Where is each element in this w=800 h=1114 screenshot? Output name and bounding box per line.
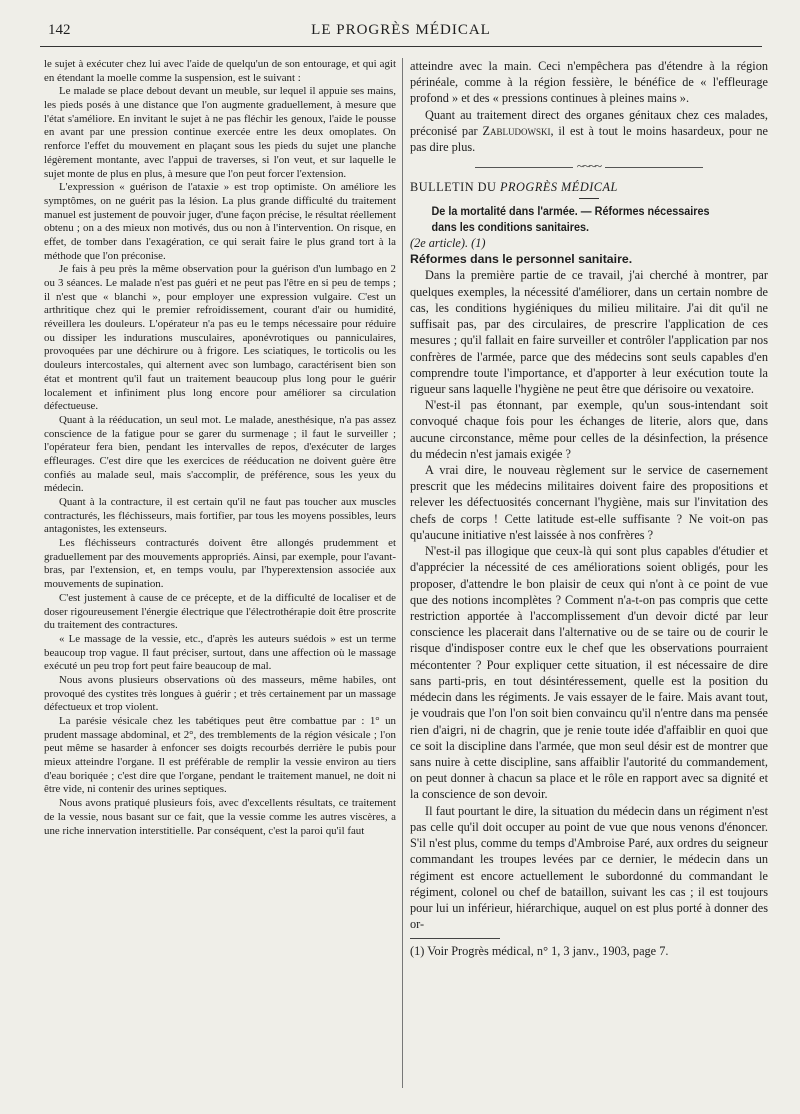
paragraph: La parésie vésicale chez les tabétiques peut être combattue par : 1° un prudent massage abdominal, et 2°, des tremblements de la région vésicale ; l'on peut même se hasarder à enfoncer ses doigts recourbés derrière le pubis pour mieux atteindre l'organe. Il est préférable de remplir la vessie environ au tiers d'eau boriquée ; c'est dire que l'organe, pendant le traitement manuel, ne doit ni être vide, ni contenir des urines septiques. [44,715,396,796]
heading-dash [579,198,599,199]
footnote-rule [410,938,500,939]
paragraph: N'est-il pas étonnant, par exemple, qu'un sous-intendant soit convoqué chaque fois pour les échanges de literie, alors que, dans aucune circonstance, même pour celles de la désinfection, la présence du médecin n'est jamais exigée ? [410,398,768,461]
page-number: 142 [48,22,71,38]
section-title: Réformes dans le personnel sanitaire. [410,252,633,267]
text-run: Quant au traitement direct des organes génitaux chez ces malades, préconisé par [410,107,768,138]
bulletin-heading [410,179,768,195]
paragraph: Quant à la rééducation, un seul mot. Le malade, anesthésique, n'a pas assez conscience de la fatigue pour se garer du surmenage ; il faut le surveiller ; l'opérateur fera bien, pendant les intervalles de repos, d'exécuter de larges effleurages. C'est dire que les exercices de rééducation ne doivent guère être confiés au malade seul, mais s'accomplir, de préférence, sous les yeux du médecin. [44,413,396,495]
paragraph: Nous avons pratiqué plusieurs fois, avec d'excellents résultats, ce traitement de la vessie, nous basant sur ce fait, que la vessie comme les autres viscères, a une riche innervation interstitielle. Par conséquent, c'est la paroi qu'il faut [44,797,396,837]
article-subtitle: (2e article). (1) [410,235,486,250]
paragraph: « Le massage de la vessie, etc., d'après les auteurs suédois » est un terme beaucoup trop vague. Il faut préciser, surtout, dans une affection où le massage exécuté un peu trop fort peut faire beaucoup de mal. [44,632,396,673]
paragraph [410,107,768,156]
right-column [410,58,768,1098]
paragraph: Je fais à peu près la même observation pour la guérison d'un lumbago en 2 ou 3 séances. Le malade n'est pas guéri et ne peut pas l'être en si peu de temps ; il n'est que « blanchi », pour employer une expression vulgaire. C'est un arthritique chez qui le premier refroidissement, courant d'air ou humidité, réveillera les douleurs. L'opérateur n'a pas eu le temps nécessaire pour réduire ou dissiper les indurations musculaires, aponévrotiques ou panniculaires, provoquées par une déchirure ou à frigore. Les sciatiques, le torticolis ou les douleurs intercostales, qui alternent avec son lumbago, caractérisent bien son état et montrent qu'il faut un traitement beaucoup plus long pour le guérir localement et infiniment plus long encore pour améliorer sa circulation défectueuse. [44,263,396,413]
article-title-line: dans les conditions sanitaires. [431,219,590,234]
bulletin-prefix: BULLETIN DU [410,180,497,195]
paragraph: Dans la première partie de ce travail, j'ai cherché à montrer, par quelques exemples, la nécessité d'améliorer, dans un certain nombre de cas, les conditions hygiéniques du milieu militaire. J'ai dit qu'il ne suffisait pas, par des circulaires, de prescrire l'application de ces mesures ; qu'il fallait en faire surveiller et contrôler l'application par nos confrères de l'armée, parce que des médecins sont seuls capables d'en comprendre toute l'importance, et d'apporter à leur exécution toute la rigueur sans laquelle l'hygiène ne peut être que dérisoire ou vexatoire. [410,268,768,396]
paragraph: C'est justement à cause de ce précepte, et de la difficulté de localiser et de doser rigoureusement l'énergie électrique que l'électrothérapie doit être proscrite du traitement des contractures. [44,591,396,632]
ornament-separator [410,159,768,173]
paragraph: Il faut pourtant le dire, la situation du médecin dans un régiment n'est pas celle qu'il doit occuper au point de vue que nous venons d'énoncer. S'il n'est plus, comme du temps d'Ambroise Paré, aux ordres du seigneur commandant les troupes levées par ce dernier, le médecin dans un régiment est encore actuellement le subordonné du commandant le régiment, colonel ou chef de bataillon, suivant les cas ; il est toujours pour lui un inférieur, hiérarchique, auquel on est plus porté à donner des or- [410,803,768,932]
article-title-line: De la mortalité dans l'armée. — Réformes nécessaires [431,203,710,218]
paragraph: atteindre avec la main. Ceci n'empêchera pas d'étendre à la région périnéale, comme à la région fessière, le bénéfice de « l'effleurage profond » et des « pressions continues à pleines mains ». [410,59,768,106]
paragraph: Le malade se place debout devant un meuble, sur lequel il appuie ses mains, les pieds posés à une distance que l'on augmente graduellement, à mesure que l'état s'améliore. En invitant le sujet à ne pas fléchir les genoux, l'aide le pousse en avant par une pression continue exercée entre les deux omoplates. On renforce l'effet du mouvement en plaçant sous les pieds du sujet une planche légèrement montante, avec l'appui de traverses, si l'on veut, et sur laquelle le sujet monte de plus en plus, à mesure que l'on peut forcer l'extension. [44,85,396,180]
paragraph: Nous avons plusieurs observations où des masseurs, même habiles, ont provoqué des cystites très longues à guérir ; et très certainement par un massage défectueux et trop violent. [44,673,396,714]
paragraph: Quant à la contracture, il est certain qu'il ne faut pas toucher aux muscles contracturés, les fléchisseurs, mais fortifier, par tous les moyens possibles, leurs antagonistes, les extenseurs. [44,496,396,536]
bulletin-italic: PROGRÈS MÉDICAL [500,180,618,195]
running-title: LE PROGRÈS MÉDICAL [311,22,491,38]
page-header [40,18,762,44]
paragraph: L'expression « guérison de l'ataxie » est trop optimiste. On améliore les symptômes, on ne guérit pas la lésion. La plus grande difficulté du traitement manuel est justement de pouvoir juger, d'une façon précise, le résultat réellement obtenu ; on a des mieux non motivés, dus ou non à l'intervention. On risque, en effet, de tomber dans l'exagération, ce qui serait faire le plus grand tort à la méthode que l'on préconise. [44,181,396,262]
footnote: (1) Voir Progrès médical, n° 1, 3 janv., 1903, page 7. [410,944,669,959]
ornament-rule [605,167,703,168]
left-column [44,58,396,1098]
author-name: Zabludowski [482,123,551,138]
text-run: , il est à tout le moins hasardeux, pour ne pas dire plus. [410,123,768,155]
column-divider [402,58,403,1088]
paragraph: Les fléchisseurs contracturés doivent être allongés prudemment et graduellement par des mouvements appropriés. Ainsi, par exemple, pour l'avant-bras, par l'extension, et, en temps voulu, par l'hyperextension associée aux mouvements de supination. [44,537,396,591]
ornament-rule [475,167,573,168]
paragraph: le sujet à exécuter chez lui avec l'aide de quelqu'un de son entourage, et qui agit en étendant la moelle comme la suspension, est le suivant : [44,58,396,84]
ornament-swash: ~~~~ [576,158,602,174]
header-rule [40,46,762,47]
paragraph: A vrai dire, le nouveau règlement sur le service de casernement prescrit que les médecins militaires doivent faire des propositions et relever les défectuosités concernant l'hygiène, mais sur l'invitation des chefs de corps ! Cette latitude est-elle suffisante ? Ne voit-on pas qu'aucune initiative n'est laissée à nos confrères ? [410,463,768,542]
paragraph: N'est-il pas illogique que ceux-là qui sont plus capables d'étudier et d'apprécier la nécessité de ces améliorations soient obligés, pour les proposer, d'attendre le bon plaisir de ceux qui n'ont à ce point de vue que des notions incomplètes ? Comment n'a-t-on pas compris que cette restriction apportée à l'accomplissement d'un devoir dicté par leur conscience les placerait dans l'alternative ou de se taire ou de courir le risque d'indisposer contre eux le chef que les observations pourraient mécontenter ? Pour expliquer cette situation, il est nécessaire de dire sans parti-pris, en tout désintéressement, quelle est la position du médecin dans les régiments. Je vais essayer de le faire. Mais avant tout, je voudrais que l'on l'on soit bien convaincu qu'il n'entre dans ma pensée rien d'aigri, ni de chagrin, que je renie toute idée d'affaiblir en quoi que ce soit la discipline dans l'armée, que mon seul désir est de montrer que sans nuire à cette discipline, sans affaiblir l'autorité du commandement, on peut donner à chacun sa place et le rôle en rapport avec sa dignité et la conscience de son devoir. [410,544,768,802]
